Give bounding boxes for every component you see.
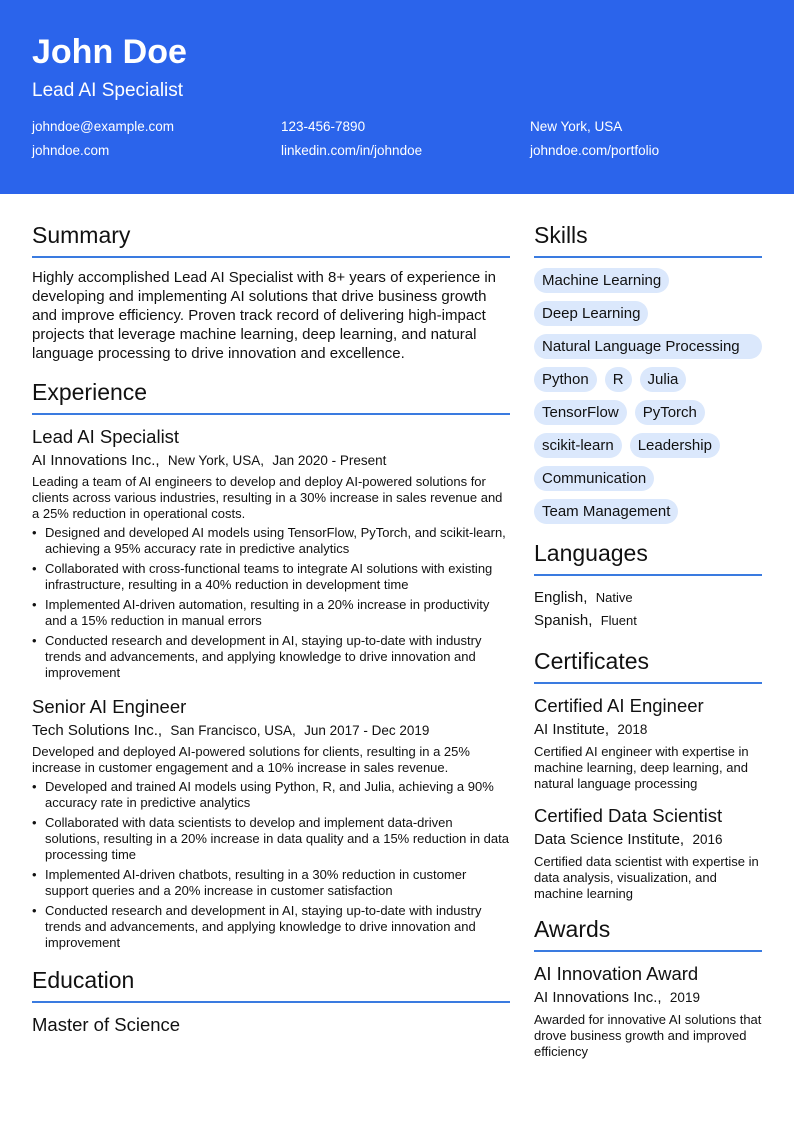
skill-chip: PyTorch — [635, 400, 705, 425]
skill-chip: Natural Language Processing — [534, 334, 762, 359]
contact-location: New York, USA — [530, 119, 623, 134]
list-item: • Collaborated with cross-functional teams to integrate AI solutions with existing infrastructure, resulting in a 40% reduction in development time — [45, 561, 510, 593]
languages-list — [534, 586, 762, 632]
list-item: • Developed and trained AI models using Python, R, and Julia, achieving a 90% accuracy rate in predictive analytics — [45, 779, 510, 811]
certificate-meta — [534, 830, 762, 850]
contact-portfolio[interactable]: johndoe.com/portfolio — [530, 143, 660, 158]
certificate-meta — [534, 720, 762, 740]
job-description: Developed and deployed AI-powered solutions for clients, resulting in a 25% increase in customer engagement and a 10% increase in sales revenue. — [32, 744, 470, 775]
certificate-title: Certified AI Engineer — [534, 695, 704, 716]
awards-heading: Awards — [534, 916, 611, 942]
certificate-entry — [534, 694, 762, 792]
candidate-title: Lead AI Specialist — [32, 80, 184, 101]
language-name: English, — [534, 589, 588, 606]
job-bullets — [32, 779, 510, 951]
award-issuer: AI Innovations Inc., — [534, 989, 662, 1006]
job-title: Lead AI Specialist — [32, 426, 180, 447]
section-divider — [32, 1001, 510, 1003]
languages-heading: Languages — [534, 540, 648, 566]
job-entry — [32, 695, 510, 951]
education-degree: Master of Science — [32, 1014, 181, 1035]
certificate-title: Certified Data Scientist — [534, 805, 723, 826]
section-divider — [534, 950, 762, 952]
skill-chip: scikit-learn — [534, 433, 622, 458]
job-location: San Francisco, USA, — [170, 723, 296, 738]
summary-text: Highly accomplished Lead AI Specialist with 8+ years of experience in developing and implementing AI solutions that drive business growth and improve efficiency. Proven track record of delivering high-impact projects that leverage machine learning, deep learning, and natural language processing to drive innovation and excellence. — [32, 269, 497, 362]
resume-header — [0, 0, 794, 194]
section-divider — [32, 256, 510, 258]
experience-heading: Experience — [32, 379, 148, 405]
contact-linkedin[interactable]: linkedin.com/in/johndoe — [281, 143, 423, 158]
certificate-year: 2016 — [692, 832, 723, 847]
certificate-issuer: AI Institute, — [534, 721, 610, 738]
language-level: Native — [595, 590, 633, 605]
job-dates: Jun 2017 - Dec 2019 — [304, 723, 430, 738]
award-year: 2019 — [669, 990, 700, 1005]
skill-chip: R — [605, 367, 632, 392]
certificate-description: Certified data scientist with expertise in data analysis, visualization, and machine learning — [534, 854, 759, 901]
section-divider — [534, 574, 762, 576]
section-divider — [534, 256, 762, 258]
contact-website[interactable]: johndoe.com — [32, 143, 110, 158]
skill-chip: Team Management — [534, 499, 678, 524]
certificate-entry — [534, 804, 762, 902]
language-name: Spanish, — [534, 612, 593, 629]
side-column — [534, 220, 762, 1072]
section-divider — [534, 682, 762, 684]
skills-heading: Skills — [534, 222, 588, 248]
candidate-name: John Doe — [32, 33, 187, 71]
list-item: • Designed and developed AI models using TensorFlow, PyTorch, and scikit-learn, achieving a 95% accuracy rate in predictive analytics — [45, 525, 510, 557]
certificates-heading: Certificates — [534, 648, 650, 674]
skill-chip: Deep Learning — [534, 301, 648, 326]
language-item — [534, 586, 762, 609]
skill-chip: Leadership — [630, 433, 720, 458]
main-column — [32, 220, 510, 1072]
summary-heading: Summary — [32, 222, 131, 248]
language-level: Fluent — [600, 613, 637, 628]
skill-chip: Julia — [640, 367, 687, 392]
language-item — [534, 609, 762, 632]
skill-chip: Machine Learning — [534, 268, 669, 293]
skill-chip: TensorFlow — [534, 400, 627, 425]
list-item: • Conducted research and development in AI, staying up-to-date with industry trends and advancements, and applying knowledge to drive innovation and improvement — [45, 903, 510, 951]
job-dates: Jan 2020 - Present — [272, 453, 387, 468]
job-bullets — [32, 525, 510, 681]
list-item: • Implemented AI-driven chatbots, resulting in a 30% reduction in customer support queries and a 20% increase in customer satisfaction — [45, 867, 510, 899]
job-meta — [32, 721, 510, 741]
certificate-issuer: Data Science Institute, — [534, 831, 685, 848]
job-meta — [32, 451, 510, 471]
job-company: Tech Solutions Inc., — [32, 722, 163, 739]
certificate-description: Certified AI engineer with expertise in machine learning, deep learning, and natural language processing — [534, 744, 749, 791]
list-item: • Implemented AI-driven automation, resulting in a 20% increase in productivity and a 15% reduction in manual errors — [45, 597, 510, 629]
section-divider — [32, 413, 510, 415]
skill-chip: Python — [534, 367, 597, 392]
job-location: New York, USA, — [167, 453, 264, 468]
contact-email[interactable]: johndoe@example.com — [32, 119, 175, 134]
contact-phone: 123-456-7890 — [281, 119, 366, 134]
job-title: Senior AI Engineer — [32, 696, 187, 717]
education-heading: Education — [32, 967, 135, 993]
award-entry — [534, 962, 762, 1060]
list-item: • Collaborated with data scientists to develop and implement data-driven solutions, resulting in a 20% increase in data quality and a 15% reduction in data processing time — [45, 815, 510, 863]
resume-body — [0, 194, 794, 1072]
job-company: AI Innovations Inc., — [32, 452, 160, 469]
list-item: • Conducted research and development in AI, staying up-to-date with industry trends and advancements, and applying knowledge to drive innovation and improvement — [45, 633, 510, 681]
award-title: AI Innovation Award — [534, 963, 699, 984]
skill-chip: Communication — [534, 466, 654, 491]
certificate-year: 2018 — [617, 722, 648, 737]
award-meta — [534, 988, 762, 1008]
job-description: Leading a team of AI engineers to develop and deploy AI-powered solutions for clients across various industries, resulting in a 30% increase in sales revenue and a 25% reduction in operational costs. — [32, 474, 503, 521]
skills-list — [534, 268, 762, 524]
job-entry — [32, 425, 510, 681]
contact-info — [32, 118, 762, 160]
award-description: Awarded for innovative AI solutions that drove business growth and improved efficiency — [534, 1012, 762, 1059]
